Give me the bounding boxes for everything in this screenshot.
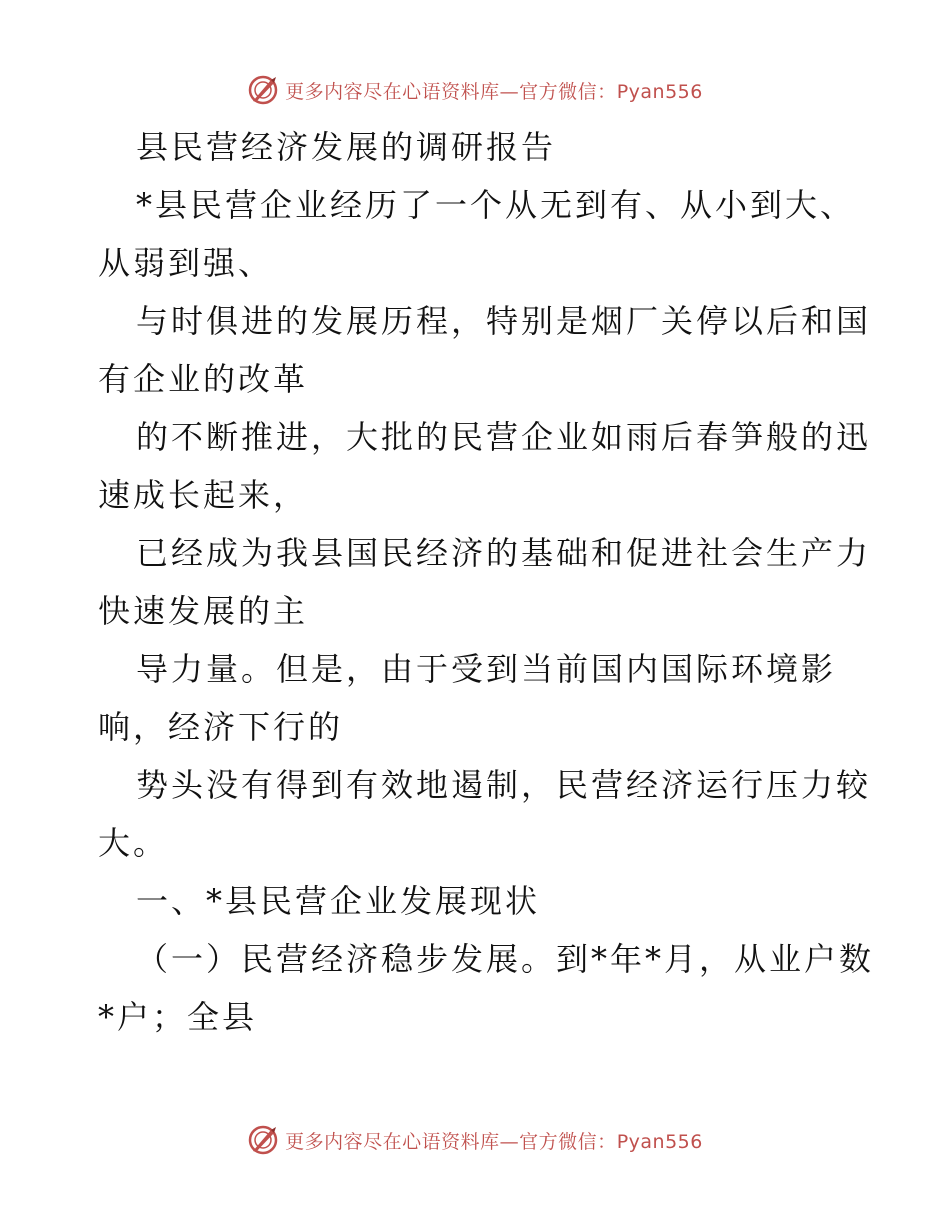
document-line: 一、*县民营企业发展现状 [136,882,541,920]
document-line: 县民营经济发展的调研报告 [136,128,557,166]
document-line: *县民营企业经历了一个从无到有、从小到大、 [136,186,856,224]
document-line: *户；全县 [98,998,258,1036]
document-line: 从弱到强、 [98,244,274,282]
document-line: 的不断推进，大批的民营企业如雨后春笋般的迅 [136,418,872,456]
document-body [98,118,875,1046]
header-watermark [0,70,950,110]
document-line: 导力量。但是，由于受到当前国内国际环境影 [136,650,837,688]
quill-logo-icon [247,1124,279,1156]
footer-watermark [0,1120,950,1160]
quill-logo-icon [247,74,279,106]
document-line: 势头没有得到有效地遏制，民营经济运行压力较 [136,766,872,804]
document-line: 已经成为我县国民经济的基础和促进社会生产力 [136,534,872,572]
document-line: 有企业的改革 [98,360,309,398]
document-line: 快速发展的主 [98,592,309,630]
document-line: 响，经济下行的 [98,708,344,746]
watermark-text: 更多内容尽在心语资料库—官方微信：Pyan556 [285,1130,703,1153]
document-line: 大。 [98,824,169,862]
document-line: 速成长起来， [98,476,309,514]
document-line: 与时俱进的发展历程，特别是烟厂关停以后和国 [136,302,872,340]
watermark-text: 更多内容尽在心语资料库—官方微信：Pyan556 [285,80,703,103]
document-line: （一）民营经济稳步发展。到*年*月，从业户数 [136,940,875,978]
